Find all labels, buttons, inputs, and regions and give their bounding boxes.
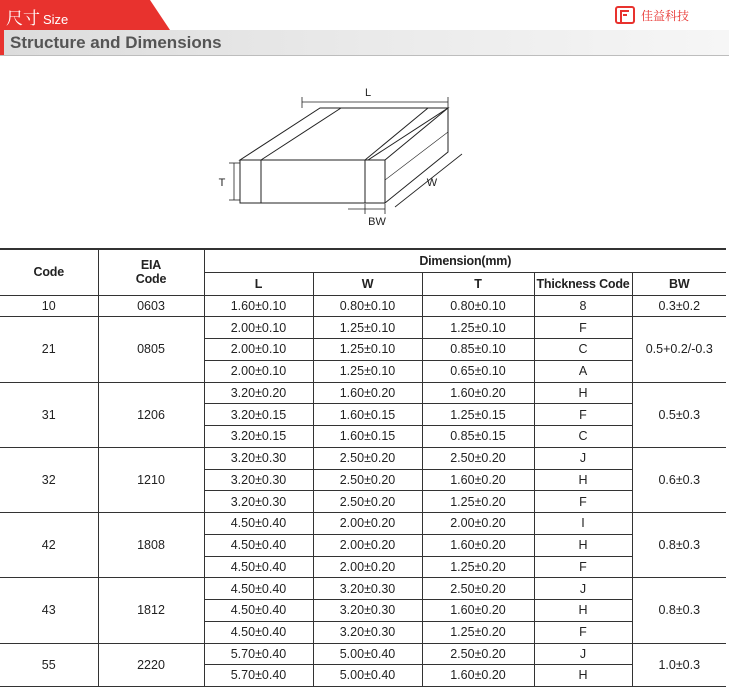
cell-t: 2.50±0.20 — [422, 643, 534, 665]
cell-t: 1.25±0.20 — [422, 621, 534, 643]
size-label-en: Size — [43, 12, 69, 27]
cell-t: 1.60±0.20 — [422, 665, 534, 687]
header-dimension: Dimension(mm) — [204, 249, 726, 272]
cell-w: 2.00±0.20 — [313, 534, 422, 556]
cell-t: 0.65±0.10 — [422, 360, 534, 382]
table-row — [0, 513, 726, 535]
cell-w: 2.50±0.20 — [313, 447, 422, 469]
cell-thickness-code: I — [534, 513, 632, 535]
cell-thickness-code: F — [534, 404, 632, 426]
cell-t: 1.60±0.20 — [422, 534, 534, 556]
cell-w: 1.60±0.20 — [313, 382, 422, 404]
section-title-strip — [0, 30, 729, 56]
cell-w: 1.60±0.15 — [313, 404, 422, 426]
cell-code: 31 — [0, 382, 98, 447]
cell-l: 3.20±0.30 — [204, 447, 313, 469]
cell-w: 1.25±0.10 — [313, 360, 422, 382]
cell-eia-code: 1206 — [98, 382, 204, 447]
cell-l: 4.50±0.40 — [204, 600, 313, 622]
cell-t: 0.85±0.15 — [422, 426, 534, 448]
cell-l: 3.20±0.15 — [204, 426, 313, 448]
cell-thickness-code: H — [534, 382, 632, 404]
cell-bw: 0.5±0.3 — [632, 382, 726, 447]
cell-l: 2.00±0.10 — [204, 360, 313, 382]
cell-eia-code: 1808 — [98, 513, 204, 578]
table-row — [0, 643, 726, 665]
cell-eia-code: 2220 — [98, 643, 204, 687]
cell-bw: 0.8±0.3 — [632, 513, 726, 578]
cell-thickness-code: H — [534, 600, 632, 622]
cell-l: 4.50±0.40 — [204, 556, 313, 578]
header-code: Code — [0, 249, 98, 295]
cell-t: 1.25±0.10 — [422, 317, 534, 339]
header-eia-code — [98, 249, 204, 295]
cell-l: 5.70±0.40 — [204, 643, 313, 665]
cell-thickness-code: 8 — [534, 295, 632, 317]
cell-code: 55 — [0, 643, 98, 687]
size-label — [6, 4, 68, 29]
cell-eia-code: 0603 — [98, 295, 204, 317]
cell-l: 4.50±0.40 — [204, 534, 313, 556]
cell-l: 1.60±0.10 — [204, 295, 313, 317]
cell-thickness-code: H — [534, 665, 632, 687]
cell-thickness-code: F — [534, 491, 632, 513]
table-row — [0, 382, 726, 404]
dimension-label-l: L — [364, 87, 372, 99]
cell-t: 1.25±0.20 — [422, 491, 534, 513]
header-l: L — [204, 272, 313, 295]
cell-thickness-code: J — [534, 447, 632, 469]
cell-l: 3.20±0.20 — [204, 382, 313, 404]
cell-bw: 0.8±0.3 — [632, 578, 726, 643]
cell-bw: 1.0±0.3 — [632, 643, 726, 687]
cell-l: 3.20±0.30 — [204, 469, 313, 491]
cell-l: 4.50±0.40 — [204, 621, 313, 643]
cell-thickness-code: J — [534, 643, 632, 665]
cell-w: 3.20±0.30 — [313, 621, 422, 643]
table-header-row — [0, 249, 726, 272]
logo-text: 佳益科技 — [640, 8, 689, 23]
cell-l: 2.00±0.10 — [204, 339, 313, 361]
dimension-label-t: T — [218, 177, 226, 189]
cell-bw: 0.5+0.2/-0.3 — [632, 317, 726, 382]
size-label-cn: 尺寸 — [6, 9, 40, 29]
cell-code: 32 — [0, 447, 98, 512]
cell-w: 3.20±0.30 — [313, 578, 422, 600]
cell-t: 1.60±0.20 — [422, 382, 534, 404]
cell-w: 5.00±0.40 — [313, 665, 422, 687]
dimension-label-w: W — [426, 177, 438, 189]
cell-eia-code: 1210 — [98, 447, 204, 512]
cell-thickness-code: F — [534, 317, 632, 339]
header-t: T — [422, 272, 534, 295]
cell-w: 5.00±0.40 — [313, 643, 422, 665]
cell-w: 2.50±0.20 — [313, 469, 422, 491]
cell-thickness-code: F — [534, 556, 632, 578]
cell-bw: 0.6±0.3 — [632, 447, 726, 512]
table-body — [0, 295, 726, 687]
dimension-table — [0, 248, 726, 687]
cell-w: 0.80±0.10 — [313, 295, 422, 317]
cell-bw: 0.3±0.2 — [632, 295, 726, 317]
cell-w: 2.50±0.20 — [313, 491, 422, 513]
cell-w: 1.25±0.10 — [313, 317, 422, 339]
logo-icon — [615, 6, 635, 24]
company-logo — [615, 6, 689, 24]
table-row — [0, 295, 726, 317]
cell-eia-code: 0805 — [98, 317, 204, 382]
cell-t: 2.00±0.20 — [422, 513, 534, 535]
cell-t: 2.50±0.20 — [422, 578, 534, 600]
cell-thickness-code: H — [534, 469, 632, 491]
cell-code: 21 — [0, 317, 98, 382]
top-bar — [0, 0, 729, 30]
chip-front-face — [240, 160, 385, 203]
table-row — [0, 447, 726, 469]
cell-w: 2.00±0.20 — [313, 556, 422, 578]
cell-thickness-code: H — [534, 534, 632, 556]
cell-l: 3.20±0.15 — [204, 404, 313, 426]
header-bw: BW — [632, 272, 726, 295]
header-eia: EIA — [140, 258, 162, 273]
cell-t: 1.25±0.15 — [422, 404, 534, 426]
header-w: W — [313, 272, 422, 295]
cell-code: 42 — [0, 513, 98, 578]
cell-l: 4.50±0.40 — [204, 578, 313, 600]
cell-t: 1.25±0.20 — [422, 556, 534, 578]
cell-l: 5.70±0.40 — [204, 665, 313, 687]
cell-t: 1.60±0.20 — [422, 600, 534, 622]
table-row — [0, 578, 726, 600]
header-eia-code-line: Code — [135, 272, 167, 287]
cell-thickness-code: F — [534, 621, 632, 643]
cell-thickness-code: C — [534, 339, 632, 361]
header-thickness-code: Thickness Code — [534, 272, 632, 295]
cell-w: 2.00±0.20 — [313, 513, 422, 535]
cell-l: 2.00±0.10 — [204, 317, 313, 339]
section-title: Structure and Dimensions — [10, 33, 222, 52]
cell-t: 2.50±0.20 — [422, 447, 534, 469]
cell-thickness-code: C — [534, 426, 632, 448]
chip-structure-diagram — [0, 80, 729, 230]
cell-eia-code: 1812 — [98, 578, 204, 643]
cell-t: 0.85±0.10 — [422, 339, 534, 361]
cell-t: 0.80±0.10 — [422, 295, 534, 317]
cell-w: 3.20±0.30 — [313, 600, 422, 622]
cell-l: 4.50±0.40 — [204, 513, 313, 535]
cell-l: 3.20±0.30 — [204, 491, 313, 513]
dimension-label-bw: BW — [368, 216, 386, 228]
cell-code: 10 — [0, 295, 98, 317]
cell-code: 43 — [0, 578, 98, 643]
cell-w: 1.60±0.15 — [313, 426, 422, 448]
table-row — [0, 317, 726, 339]
cell-thickness-code: A — [534, 360, 632, 382]
cell-thickness-code: J — [534, 578, 632, 600]
cell-w: 1.25±0.10 — [313, 339, 422, 361]
cell-t: 1.60±0.20 — [422, 469, 534, 491]
